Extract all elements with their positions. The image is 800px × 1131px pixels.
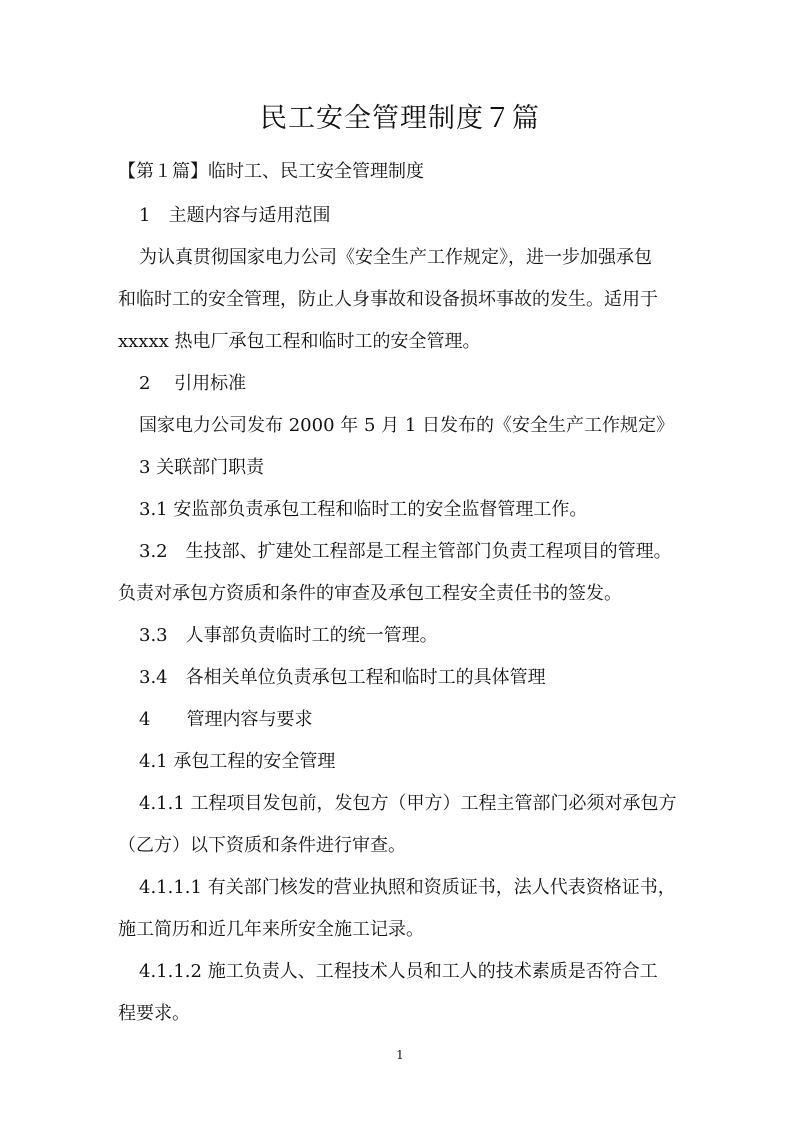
paragraph-line: 3.1 安监部负责承包工程和临时工的安全监督管理工作。 — [139, 499, 588, 520]
paragraph-line: 4.1 承包工程的安全管理 — [139, 751, 336, 772]
paragraph-line: （乙方）以下资质和条件进行审查。 — [118, 835, 406, 856]
paragraph-line: 施工简历和近几年来所安全施工记录。 — [118, 919, 424, 940]
document-title: 民工安全管理制度７篇 — [260, 103, 540, 134]
paragraph-line: 负责对承包方资质和条件的审查及承包工程安全责任书的签发。 — [118, 583, 622, 604]
paragraph-line: xxxxx 热电厂承包工程和临时工的安全管理。 — [118, 331, 481, 352]
paragraph-line: 1 主题内容与适用范围 — [139, 205, 331, 226]
section-heading: 【第１篇】临时工、民工安全管理制度 — [118, 161, 424, 182]
paragraph-line: 4.1.1.2 施工负责人、工程技术人员和工人的技术素质是否符合工 — [139, 961, 658, 982]
paragraph-line: 国家电力公司发布 2000 年 5 月 1 日发布的《安全生产工作规定》 — [139, 415, 675, 436]
paragraph-line: 和临时工的安全管理，防止人身事故和设备损坏事故的发生。适用于 — [118, 289, 658, 310]
page-number: 1 — [396, 1048, 404, 1062]
paragraph-line: 4.1.1 工程项目发包前，发包方（甲方）工程主管部门必须对承包方 — [139, 793, 677, 814]
paragraph-line: 4 管理内容与要求 — [139, 709, 313, 730]
paragraph-line: 3.4 各相关单位负责承包工程和临时工的具体管理 — [139, 667, 546, 688]
paragraph-line: 3 关联部门职责 — [139, 457, 265, 478]
paragraph-line: 为认真贯彻国家电力公司《安全生产工作规定》，进一步加强承包 — [139, 247, 652, 268]
paragraph-line: 3.3 人事部负责临时工的统一管理。 — [139, 625, 438, 646]
paragraph-line: 2 引用标准 — [139, 373, 247, 394]
paragraph-line: 4.1.1.1 有关部门核发的营业执照和资质证书，法人代表资格证书， — [139, 877, 676, 898]
paragraph-line: 3.2 生技部、扩建处工程部是工程主管部门负责工程项目的管理。 — [139, 541, 672, 562]
paragraph-line: 程要求。 — [118, 1003, 190, 1024]
